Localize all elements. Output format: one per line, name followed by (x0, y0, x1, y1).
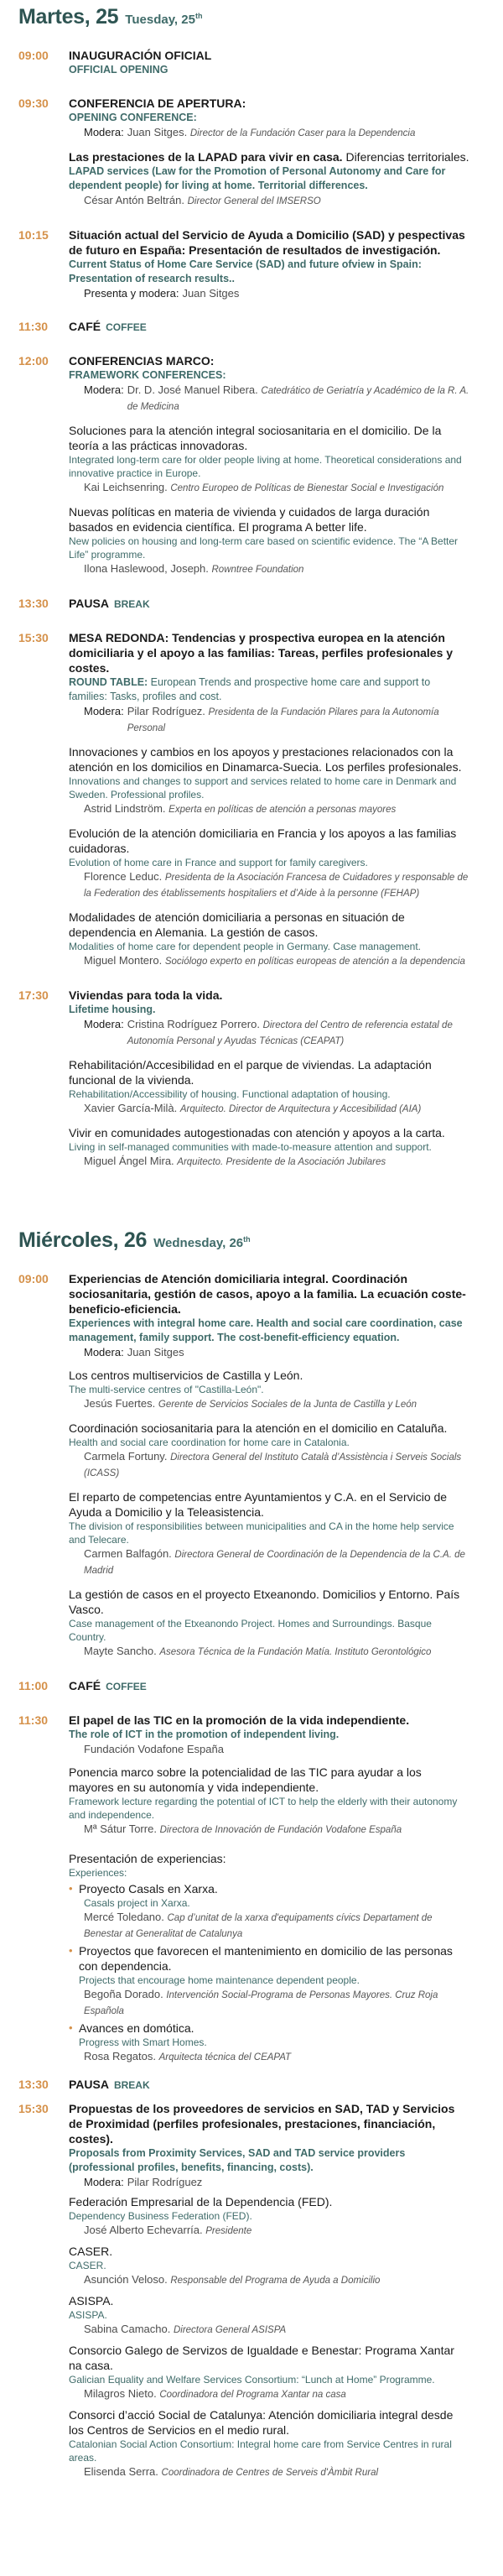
moderator-label: Modera: (84, 1346, 124, 1358)
talk-title: El reparto de competencias entre Ayuntamientos y C.A. en el Servicio de Ayuda a Domicilio y la Teleasistencia. (69, 1490, 448, 1519)
moderator-name: Juan Sitges (127, 1346, 184, 1358)
speaker-name: Miguel Montero. (84, 954, 163, 967)
speaker-name: Florence Leduc. (84, 870, 163, 883)
bullet-icon: • (69, 2021, 73, 2034)
talk-title-en: Health and social care coordination for home care in Catalonia. (69, 1437, 350, 1448)
talk-title: Los centros multiservicios de Castilla y León. (69, 1369, 303, 1382)
talk (69, 910, 469, 969)
speaker-role: Coordinadora del Programa Xantar na casa (159, 2390, 346, 2400)
day-title: Miércoles, 26 (18, 1228, 148, 1252)
speaker-name: Mayte Sancho. (84, 1645, 157, 1657)
moderator-name: Pilar Rodríguez (127, 2176, 203, 2188)
speaker (79, 2049, 469, 2065)
session-time: 09:30 (18, 96, 49, 110)
moderator-name: Dr. D. José Manuel Ribera. (127, 383, 258, 396)
session-title: CONFERENCIAS MARCO: (69, 354, 215, 368)
speaker-name: Ilona Haslewood, Joseph. (84, 562, 209, 575)
day-subtitle-sup: th (194, 12, 203, 20)
speaker (69, 2386, 469, 2402)
moderator-name: Pilar Rodríguez. (127, 705, 205, 717)
moderator (69, 1345, 469, 1359)
speaker (69, 1154, 469, 1170)
session-title-en: The role of ICT in the promotion of independent living. (69, 1729, 340, 1740)
session (0, 1271, 503, 1660)
talk-title-en: New policies on housing and long-term care based on scientific evidence. The “A Better Life” programme. (69, 535, 459, 561)
speaker-name: Rosa Regatos. (84, 2050, 156, 2062)
speaker (69, 1644, 469, 1660)
speaker (69, 193, 469, 209)
experience-item (69, 1943, 469, 2019)
talk (69, 1765, 469, 1838)
talk (69, 1421, 469, 1481)
speaker (69, 1822, 469, 1838)
session-title (69, 319, 469, 335)
speaker (69, 2272, 469, 2288)
talk-title: Nuevas políticas en materia de vivienda y cuidados de larga duración basados en evidencia científica. El programa A better life. (69, 505, 430, 534)
session-title: El papel de las TIC en la promoción de la vida independiente. (69, 1713, 410, 1727)
session-time: 13:30 (18, 2078, 49, 2091)
session (0, 48, 503, 77)
session-time: 15:30 (18, 631, 49, 644)
day-header (18, 5, 503, 29)
speaker-role: Presidente (205, 2226, 252, 2236)
talk (69, 1057, 469, 1117)
talk-title: ASISPA. (69, 2294, 114, 2307)
session-title (69, 2077, 469, 2093)
session (0, 596, 503, 612)
experiences (69, 1851, 469, 2065)
talk-title-en: Rehabilitation/Accessibility of housing. Functional adaptation of housing. (69, 1088, 391, 1100)
moderator (69, 704, 469, 736)
session (0, 1713, 503, 2065)
session (0, 319, 503, 335)
speaker (69, 561, 469, 577)
talk-title-rest: Diferencias territoriales. (342, 150, 469, 164)
speaker-role: Responsable del Programa de Ayuda a Domicilio (170, 2276, 381, 2286)
session-title (69, 596, 469, 612)
session-title-en-text: European Trends and prospective home care and support to families: Tasks, profiles and cost. (69, 676, 431, 702)
talk-title: Innovaciones y cambios en los apoyos y prestaciones relacionados con la atención en los domicilios en Dinamarca-Suecia. Los perfiles profesionales. (69, 745, 462, 774)
speaker-role: Director General del IMSERSO (187, 196, 321, 206)
session (0, 96, 503, 209)
speaker (69, 869, 469, 901)
speaker-role: Cap d’unitat de la xarxa d'equipaments cívics Departament de Benestar at Generalitat de Catalunya (84, 1913, 433, 1939)
talk (69, 1489, 469, 1578)
session-title-en: OPENING CONFERENCE: (69, 112, 197, 123)
talk (69, 2194, 469, 2239)
session-title-en: COFFEE (106, 1681, 147, 1692)
talk (69, 504, 469, 577)
talk-title: Consorcio Galego de Servizos de Igualdade e Benestar: Programa Xantar na casa. (69, 2344, 454, 2372)
session-title-text: PAUSA (69, 597, 109, 610)
session-title: Viviendas para toda la vida. (69, 988, 223, 1002)
speaker (69, 1101, 469, 1117)
experience-title-en: Progress with Smart Homes. (79, 2036, 207, 2048)
talk-title-en: The multi-service centres of "Castilla-León". (69, 1384, 264, 1395)
session-time: 11:30 (18, 1713, 49, 1727)
speaker-name: Miguel Ángel Mira. (84, 1155, 174, 1167)
day-subtitle-text: Tuesday, 25 (125, 13, 195, 27)
talk-title: Coordinación sociosanitaria para la atención en el domicilio en Cataluña. (69, 1421, 448, 1435)
speaker (69, 480, 469, 496)
speaker-name: Mª Sátur Torre. (84, 1822, 157, 1835)
speaker-name: Astrid Lindström. (84, 802, 166, 815)
session-title-en: BREAK (113, 2079, 150, 2091)
speaker-role: Arquitecto. Director de Arquitectura y Accesibilidad (AIA) (179, 1104, 422, 1114)
talk (69, 2293, 469, 2338)
talk-title-en: Galician Equality and Welfare Services Consortium: “Lunch at Home” Programme. (69, 2374, 435, 2386)
speaker (79, 1987, 469, 2019)
talk-title: Federación Empresarial de la Dependencia (FED). (69, 2195, 333, 2208)
day-title: Martes, 25 (18, 5, 119, 29)
session-time: 10:15 (18, 228, 49, 242)
speaker-name: Kai Leichsenring. (84, 481, 168, 493)
session-time: 17:30 (18, 988, 49, 1002)
talk-title-en: Modalities of home care for dependent people in Germany. Case management. (69, 941, 422, 952)
session (0, 353, 503, 577)
talk-title: CASER. (69, 2245, 113, 2258)
moderator-name: Juan Sitges (182, 287, 240, 300)
speaker-role: Experta en políticas de atención a personas mayores (169, 805, 397, 815)
day-wednesday (0, 1228, 503, 2480)
experience-item (69, 1881, 469, 1942)
talk-title: Evolución de la atención domiciliaria en Francia y los apoyos a las familias cuidadoras. (69, 827, 457, 855)
speaker (69, 2223, 469, 2239)
session-title-en: FRAMEWORK CONFERENCES: (69, 369, 226, 381)
talk-title: Consorci d’acció Social de Catalunya: Atención domiciliaria integral desde los Centros de Servicios en el medio rural. (69, 2408, 454, 2437)
session-title-en: Lifetime housing. (69, 1004, 156, 1015)
speaker-name: Carmela Fortuny. (84, 1450, 168, 1463)
session-time: 13:30 (18, 597, 49, 610)
moderator (69, 1017, 469, 1049)
speaker (69, 953, 469, 969)
moderator-label: Modera: (84, 126, 124, 138)
talk (69, 2407, 469, 2480)
speaker (69, 801, 469, 817)
experience-title-en: Casals project in Xarxa. (84, 1897, 190, 1909)
talk (69, 826, 469, 901)
speaker-role: Asesora Técnica de la Fundación Matía. Instituto Gerontológico (159, 1647, 432, 1657)
session-title-en: COFFEE (106, 321, 147, 333)
talk (69, 423, 469, 496)
day-subtitle (125, 12, 202, 27)
talk-title-en: LAPAD services (Law for the Promotion of Personal Autonomy and Care for dependent people) for living at home. Territorial differences. (69, 165, 446, 191)
speaker-name: Sabina Camacho. (84, 2323, 171, 2335)
moderator-label: Modera: (84, 705, 124, 717)
talk (69, 1368, 469, 1412)
organizer-name: Fundación Vodafone España (84, 1743, 224, 1755)
session (0, 2077, 503, 2093)
session-title-text: CAFÉ (69, 320, 101, 333)
moderator-label: Modera: (84, 383, 124, 396)
session-title-en: Experiences with integral home care. Health and social care coordination, case management, family support. The cost-benefit-efficiency equation. (69, 1317, 463, 1343)
session (0, 227, 503, 300)
moderator-role: Director de la Fundación Caser para la Dependencia (189, 128, 416, 138)
session-title: Propuestas de los proveedores de servicios en SAD, TAD y Servicios de Proximidad (perfiles profesionales, prestaciones, financiación, costes). (69, 2102, 455, 2146)
speaker-role: Directora General de Coordinación de la Dependencia de la C.A. de Madrid (84, 1550, 465, 1576)
day-header (18, 1228, 503, 1253)
talk-title-bold: Las prestaciones de la LAPAD para vivir en casa. (69, 150, 343, 164)
day-subtitle (153, 1235, 251, 1250)
moderator-label: Modera: (84, 1018, 124, 1030)
speaker-name: Milagros Nieto. (84, 2387, 157, 2400)
session-title-text: CAFÉ (69, 1679, 101, 1692)
talk-title: La gestión de casos en el proyecto Etxeanondo. Domicilios y Entorno. País Vasco. (69, 1588, 460, 1616)
talk-title-en: Living in self-managed communities with made-to-measure attention and support. (69, 1141, 432, 1153)
speaker (69, 1396, 469, 1412)
experience-item (69, 2021, 469, 2065)
session-title-en: Current Status of Home Care Service (SAD) and future ofview in Spain: Presentation of research results.. (69, 258, 422, 284)
moderator-label: Presenta y modera: (84, 287, 179, 300)
session (0, 988, 503, 1170)
talk-title-en: Evolution of home care in France and support for family caregivers. (69, 857, 368, 868)
session-title-en: BREAK (113, 598, 150, 610)
talk-title: Vivir en comunidades autogestionadas con atención y apoyos a la carta. (69, 1126, 445, 1139)
talk-title-en: CASER. (69, 2260, 106, 2271)
talk (69, 1587, 469, 1660)
session-title-text: PAUSA (69, 2078, 109, 2091)
speaker (69, 1449, 469, 1481)
speaker-name: César Antón Beltrán. (84, 194, 184, 206)
talk-title: Ponencia marco sobre la potencialidad de las TIC para ayudar a los mayores en su autonomía y vida independiente. (69, 1765, 422, 1794)
speaker-role: Directora de Innovación de Fundación Vodafone España (159, 1825, 402, 1835)
moderator (69, 125, 469, 141)
session-title: CONFERENCIA DE APERTURA: (69, 96, 246, 110)
organizer (69, 1742, 469, 1756)
speaker (69, 2322, 469, 2338)
moderator (69, 286, 469, 300)
day-tuesday (0, 5, 503, 1170)
talk-title: Soluciones para la atención integral sociosanitaria en el domicilio. De la teoría a las prácticas innovadoras. (69, 424, 442, 452)
talk-title-en: Innovations and changes to support and services related to home care in Denmark and Sweden. Professional profiles. (69, 775, 457, 800)
speaker-name: Begoña Dorado. (84, 1988, 163, 2000)
speaker-role: Presidenta de la Asociación Francesa de Cuidadores y responsable de la Federation des établissements hospitaliers et d’Aide à la personne (FEHAP) (84, 873, 469, 899)
session (0, 630, 503, 969)
speaker-role: Arquitecto. Presidente de la Asociación Jubilares (177, 1157, 386, 1167)
session (0, 2101, 503, 2480)
moderator-role: Presidenta de la Fundación Pilares para la Autonomía Personal (127, 707, 439, 733)
talk (69, 149, 469, 209)
moderator-name: Cristina Rodríguez Porrero. (127, 1018, 260, 1030)
experience-title: Proyecto Casals en Xarxa. (79, 1882, 218, 1895)
moderator-label: Modera: (84, 2176, 124, 2188)
talk-title-en: Case management of the Etxeanondo Project. Homes and Surroundings. Basque Country. (69, 1618, 432, 1643)
bullet-icon: • (69, 1882, 73, 1895)
session-time: 11:30 (18, 320, 49, 333)
experience-title: Avances en domótica. (79, 2021, 194, 2035)
session-title: Situación actual del Servicio de Ayuda a Domicilio (SAD) y pespectivas de futuro en España: Presentación de resultados de investigación. (69, 228, 465, 257)
session-title: INAUGURACIÓN OFICIAL (69, 49, 212, 62)
talk-title-en: Catalonian Social Action Consortium: Integral home care from Service Centres in rural areas. (69, 2438, 452, 2464)
moderator (69, 2175, 469, 2189)
talk (69, 2244, 469, 2288)
session-title (69, 1678, 469, 1694)
talk-title-en: Dependency Business Federation (FED). (69, 2210, 252, 2222)
talk-title-en: Framework lecture regarding the potential of ICT to help the elderly with their autonomy and independence. (69, 1796, 458, 1821)
session-title-en: OFFICIAL OPENING (69, 64, 169, 76)
session-title-en: Proposals from Proximity Services, SAD and TAD service providers (professional profiles, benefits, financing, costs). (69, 2147, 406, 2173)
speaker-role: Intervención Social-Programa de Personas Mayores. Cruz Roja Española (84, 1990, 438, 2016)
moderator (69, 383, 469, 415)
session-time: 11:00 (18, 1679, 49, 1692)
session-title-en-label: ROUND TABLE: (69, 676, 148, 688)
talk-title (69, 149, 469, 164)
speaker-role: Directora General ASISPA (173, 2325, 287, 2335)
experiences-title-en: Experiences: (69, 1867, 127, 1879)
speaker (79, 1910, 469, 1942)
speaker (69, 2464, 469, 2480)
bullet-icon: • (69, 1944, 73, 1957)
moderator-role: Catedrático de Geriatría y Académico de la R. A. de Medicina (127, 386, 469, 412)
session (0, 1678, 503, 1694)
session-time: 15:30 (18, 2102, 49, 2115)
speaker-role: Directora General del Instituto Català d’Assistència i Serveis Socials (ICASS) (84, 1452, 462, 1478)
experiences-title: Presentación de experiencias: (69, 1852, 226, 1865)
session-time: 12:00 (18, 354, 49, 368)
session-title (69, 630, 469, 675)
talk (69, 1125, 469, 1170)
session-title: Experiencias de Atención domiciliaria integral. Coordinación sociosanitaria, gestión de casos, apoyo a la familia. La ecuación coste-beneficio-eficiencia. (69, 1272, 466, 1316)
experience-title: Proyectos que favorecen el mantenimiento en domicilio de las personas con dependencia. (79, 1944, 453, 1973)
speaker-name: Jesús Fuertes. (84, 1397, 156, 1410)
speaker-name: Mercé Toledano. (84, 1911, 164, 1923)
speaker-role: Coordinadora de Centres de Serveis d'Àmbit Rural (161, 2468, 379, 2478)
speaker-role: Sociólogo experto en políticas europeas de atención a la dependencia (164, 957, 465, 967)
talk-title-en: ASISPA. (69, 2309, 107, 2321)
session-time: 09:00 (18, 49, 49, 62)
day-subtitle-text: Wednesday, 26 (153, 1236, 244, 1250)
session-time: 09:00 (18, 1272, 49, 1285)
moderator-name: Juan Sitges. (127, 126, 188, 138)
speaker-name: José Alberto Echevarría. (84, 2224, 203, 2236)
speaker-name: Asunción Veloso. (84, 2273, 168, 2286)
moderator-role: Directora del Centro de referencia estatal de Autonomía Personal y Ayudas Técnicas (CEAPAT) (127, 1020, 453, 1046)
speaker-name: Xavier García-Milà. (84, 1102, 178, 1114)
session-title-en (69, 675, 469, 704)
talk (69, 2343, 469, 2402)
speaker (69, 1546, 469, 1578)
speaker-role: Centro Europeo de Políticas de Bienestar Social e Investigación (170, 483, 444, 493)
talk (69, 744, 469, 817)
speaker-role: Arquitecta técnica del CEAPAT (158, 2052, 292, 2062)
talk-title-en: The division of responsibilities between municipalities and CA in the home help service and Telecare. (69, 1520, 454, 1546)
speaker-role: Gerente de Servicios Sociales de la Junta de Castilla y León (158, 1400, 417, 1410)
session-title-label: MESA REDONDA: (69, 631, 169, 644)
speaker-role: Rowntree Foundation (211, 565, 304, 575)
talk-title-en: Integrated long-term care for older people living at home. Theoretical considerations and innovative practice in Europe. (69, 454, 462, 479)
talk-title: Rehabilitación/Accesibilidad en el parque de viviendas. La adaptación funcional de la vivienda. (69, 1058, 432, 1087)
speaker-name: Elisenda Serra. (84, 2465, 158, 2478)
session-title-text: Tendencias y prospectiva europea en la atención domiciliaria y el apoyo a las familias: Tareas, perfiles profesionales y costes. (69, 631, 454, 675)
experience-title-en: Projects that encourage home maintenance dependent people. (79, 1974, 360, 1986)
day-subtitle-sup: th (243, 1235, 251, 1244)
speaker-name: Carmen Balfagón. (84, 1547, 172, 1560)
talk-title: Modalidades de atención domiciliaria a personas en situación de dependencia en Alemania. La gestión de casos. (69, 910, 405, 939)
